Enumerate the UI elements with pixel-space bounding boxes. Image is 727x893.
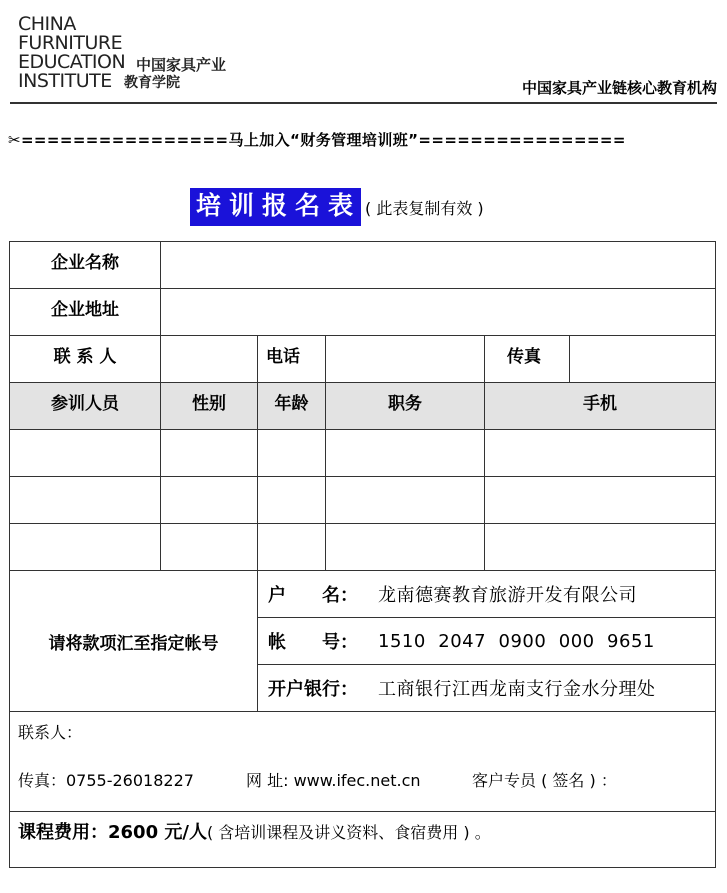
participant-position-cell[interactable] xyxy=(326,477,485,524)
website-line: 网 址: www.ifec.net.cn xyxy=(246,771,421,790)
logo-line-3: EDUCATION xyxy=(18,51,126,73)
bank-name-row xyxy=(258,664,715,711)
account-number-value: 1510 2047 0900 000 9651 xyxy=(378,630,655,652)
bank-section-title: 请将款项汇至指定帐号 xyxy=(10,571,258,712)
course-fee: 课程费用：2600 元/人 xyxy=(18,822,207,843)
fax-label: 传真 xyxy=(485,336,570,383)
contact-info-cell xyxy=(10,712,716,812)
participant-position-cell[interactable] xyxy=(326,524,485,571)
participant-gender-cell[interactable] xyxy=(161,524,258,571)
contact-person-label: 联 系 人 xyxy=(10,336,161,383)
bank-details xyxy=(258,571,716,712)
logo-line-1: CHINA xyxy=(18,13,76,35)
logo-cn-top: 中国家具产业 xyxy=(136,56,227,74)
col-gender: 性别 xyxy=(161,383,258,430)
participant-gender-cell[interactable] xyxy=(161,430,258,477)
header-divider xyxy=(10,102,717,104)
contact-person-field[interactable] xyxy=(161,336,258,383)
bank-account-name-row xyxy=(258,571,715,617)
participant-row xyxy=(10,477,716,524)
course-fee-cell xyxy=(10,812,716,868)
participant-name-cell[interactable] xyxy=(10,524,161,571)
rep-signature-line: 客户专员 ( 签名 ) ： xyxy=(472,771,617,790)
bank-name-label: 开户银行： xyxy=(268,679,358,700)
form-title-note: ( 此表复制有效 ) xyxy=(365,198,484,218)
cut-line-banner: ✂================马上加入“财务管理培训班”================ xyxy=(8,131,626,149)
course-fee-note: ( 含培训课程及讲义资料、食宿费用 ) 。 xyxy=(206,823,491,842)
participant-name-cell[interactable] xyxy=(10,477,161,524)
participant-mobile-cell[interactable] xyxy=(485,430,716,477)
logo-cn-bottom: 教育学院 xyxy=(124,75,180,91)
phone-field[interactable] xyxy=(326,336,485,383)
fax-field[interactable] xyxy=(570,336,716,383)
account-number-label: 帐 号： xyxy=(268,632,358,653)
bank-account-number-row xyxy=(258,617,715,664)
company-address-field[interactable] xyxy=(161,289,716,336)
participant-mobile-cell[interactable] xyxy=(485,477,716,524)
contact-person-line: 联系人： xyxy=(18,723,83,742)
company-name-label: 企业名称 xyxy=(10,242,161,289)
account-name-value: 龙南德赛教育旅游开发有限公司 xyxy=(378,585,637,606)
phone-label: 电话 xyxy=(258,336,326,383)
participant-position-cell[interactable] xyxy=(326,430,485,477)
participant-gender-cell[interactable] xyxy=(161,477,258,524)
form-title xyxy=(190,188,484,228)
col-mobile: 手机 xyxy=(485,383,716,430)
fax-line: 传真：0755-26018227 xyxy=(18,771,194,790)
participant-row xyxy=(10,430,716,477)
participant-age-cell[interactable] xyxy=(258,477,326,524)
participant-row xyxy=(10,524,716,571)
form-title-main: 培训报名表 xyxy=(190,188,361,226)
account-name-label: 户 名： xyxy=(268,585,358,606)
col-position: 职务 xyxy=(326,383,485,430)
participant-age-cell[interactable] xyxy=(258,430,326,477)
bank-name-value: 工商银行江西龙南支行金水分理处 xyxy=(378,679,656,700)
col-age: 年龄 xyxy=(258,383,326,430)
logo-line-2: FURNITURE xyxy=(18,32,123,54)
registration-form xyxy=(9,241,716,868)
participant-mobile-cell[interactable] xyxy=(485,524,716,571)
logo-line-4: INSTITUTE xyxy=(18,70,112,92)
participant-age-cell[interactable] xyxy=(258,524,326,571)
company-address-label: 企业地址 xyxy=(10,289,161,336)
company-name-field[interactable] xyxy=(161,242,716,289)
tagline: 中国家具产业链核心教育机构 xyxy=(521,79,717,97)
participant-name-cell[interactable] xyxy=(10,430,161,477)
col-participant: 参训人员 xyxy=(10,383,161,430)
